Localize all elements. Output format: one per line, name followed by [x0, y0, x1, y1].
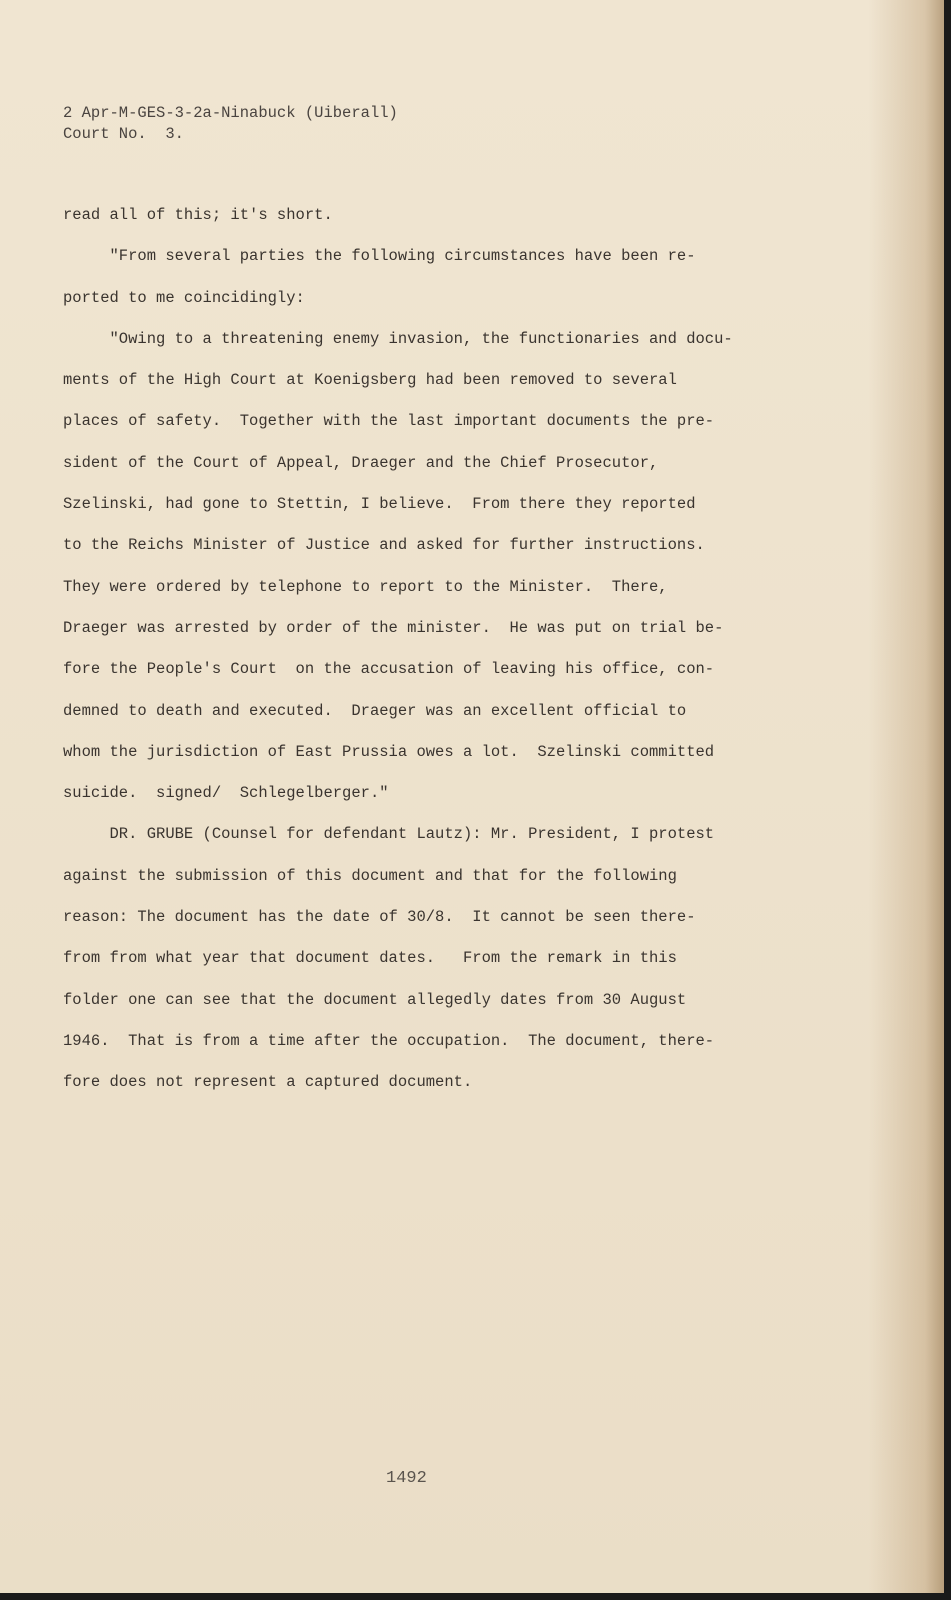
text-line: fore does not represent a captured document.	[63, 1073, 473, 1092]
text-line: Draeger was arrested by order of the minister. He was put on trial be-	[63, 618, 724, 637]
text-line: folder one can see that the document allegedly dates from 30 August	[63, 990, 687, 1009]
text-line: fore the People's Court on the accusation of leaving his office, con-	[63, 660, 715, 679]
header-reference-line: 2 Apr-M-GES-3-2a-Ninabuck (Uiberall)	[63, 104, 398, 122]
text-line: Szelinski, had gone to Stettin, I believe. From there they reported	[63, 495, 696, 514]
text-line: whom the jurisdiction of East Prussia owes a lot. Szelinski committed	[63, 742, 715, 761]
text-line: reason: The document has the date of 30/8. It cannot be seen there-	[63, 908, 696, 927]
text-line: places of safety. Together with the last important documents the pre-	[63, 412, 715, 431]
text-line: They were ordered by telephone to report to the Minister. There,	[63, 577, 668, 596]
text-line: "Owing to a threatening enemy invasion, the functionaries and docu-	[63, 329, 733, 348]
text-line: against the submission of this document and that for the following	[63, 866, 677, 885]
text-line: read all of this; it's short.	[63, 206, 333, 224]
text-line: from from what year that document dates. From the remark in this	[63, 949, 677, 968]
text-line: ments of the High Court at Koenigsberg had been removed to several	[63, 371, 677, 390]
text-line: demned to death and executed. Draeger was an excellent official to	[63, 701, 687, 720]
transcript-body	[63, 204, 833, 1113]
text-line: DR. GRUBE (Counsel for defendant Lautz): Mr. President, I protest	[63, 825, 715, 844]
text-line: to the Reichs Minister of Justice and asked for further instructions.	[63, 536, 705, 555]
text-line: sident of the Court of Appeal, Draeger and the Chief Prosecutor,	[63, 453, 659, 472]
text-line: 1946. That is from a time after the occupation. The document, there-	[63, 1031, 715, 1050]
text-line: ported to me coincidingly:	[63, 288, 305, 307]
document-header	[63, 103, 398, 145]
text-line: suicide. signed/ Schlegelberger."	[63, 784, 389, 803]
page-number: 1492	[386, 1469, 427, 1488]
header-court-number: Court No. 3.	[63, 125, 184, 143]
text-line: "From several parties the following circumstances have been re-	[63, 247, 696, 266]
